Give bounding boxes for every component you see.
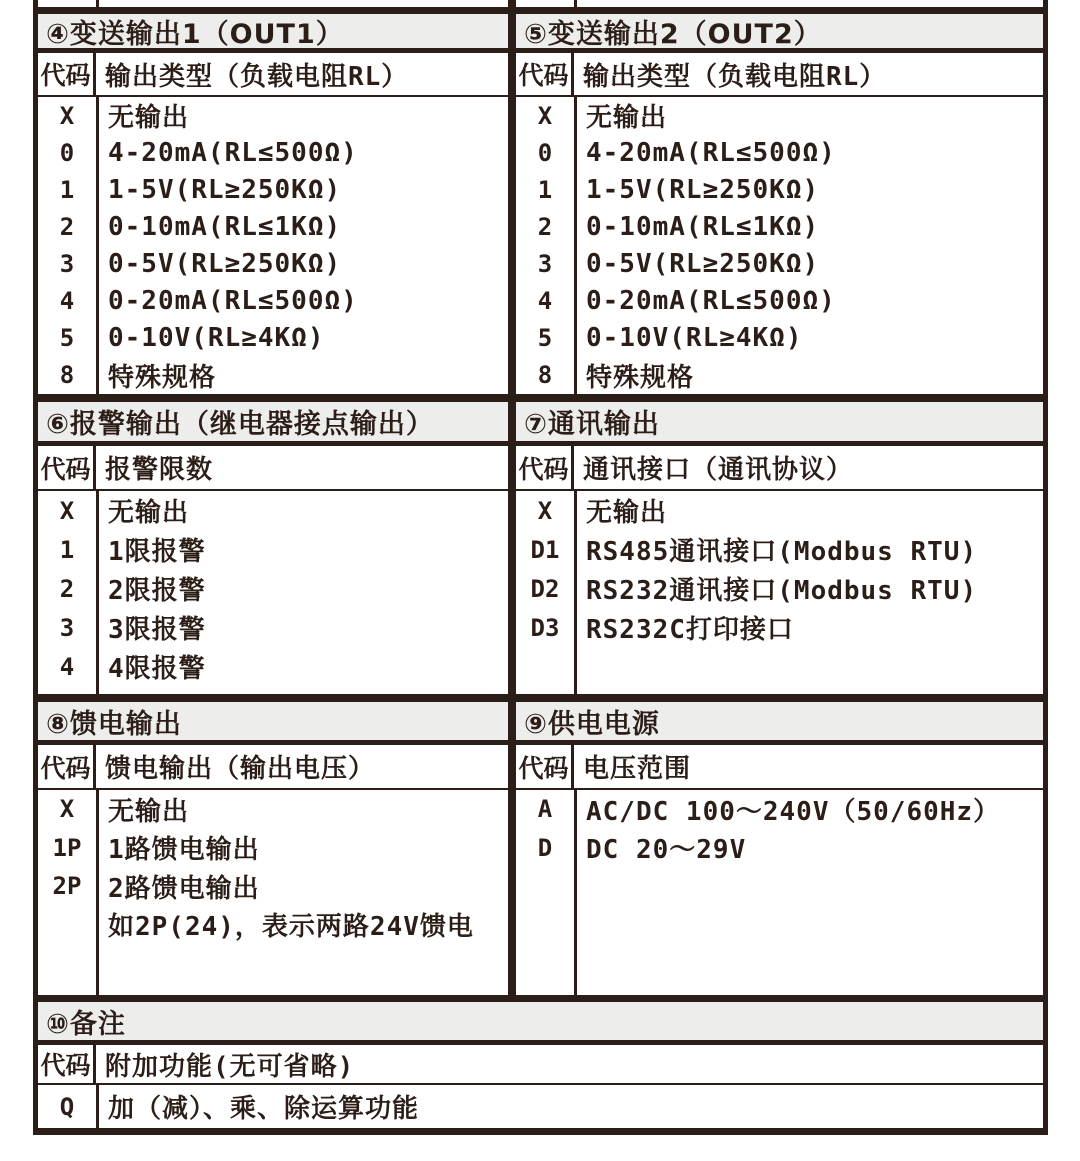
- table-row: [38, 530, 508, 569]
- section-title: ⑩备注: [46, 1008, 126, 1040]
- code-cell: 2P: [52, 872, 82, 901]
- table-border-segment: [33, 0, 38, 7]
- desc-cell: 1路馈电输出: [108, 835, 260, 866]
- section-title-bar: [516, 702, 1043, 740]
- desc-cell: 2路馈电输出: [108, 873, 260, 904]
- column-divider: [96, 491, 99, 694]
- column-header-row: [516, 446, 1043, 491]
- column-header-row: [38, 446, 508, 491]
- section-title-bar: [38, 1002, 1043, 1040]
- table-border-segment: [1043, 0, 1048, 7]
- previous-table-remnant: [33, 0, 1048, 7]
- table-border-segment: [508, 0, 516, 7]
- code-col-header: 代码: [38, 53, 96, 95]
- desc-cell: 无输出: [108, 498, 190, 528]
- table-row: [38, 357, 508, 394]
- table-body: [516, 97, 1043, 394]
- table-body: [516, 790, 1043, 995]
- desc-cell: 0-20mA(RL≤500Ω): [586, 286, 836, 317]
- section-alarm-output: [33, 402, 516, 694]
- desc-cell: 0-5V(RL≥250KΩ): [586, 249, 820, 280]
- table-body: [38, 790, 508, 995]
- horizontal-rule: [33, 394, 1048, 402]
- table-row: [516, 320, 1043, 357]
- desc-cell: 1限报警: [108, 537, 206, 567]
- section-title-bar: [516, 402, 1043, 441]
- code-cell: 5: [537, 324, 553, 353]
- column-divider: [574, 491, 577, 694]
- section-title: ⑥报警输出（继电器接点输出）: [46, 409, 434, 440]
- desc-cell: 4-20mA(RL≤500Ω): [108, 137, 358, 168]
- code-cell: 8: [59, 361, 75, 390]
- code-cell: D: [537, 833, 553, 862]
- desc-cell: AC/DC 100～240V（50/60Hz）: [586, 796, 1001, 827]
- desc-cell: 加（减）、乘、除运算功能: [108, 1094, 420, 1124]
- desc-cell: 4-20mA(RL≤500Ω): [586, 137, 836, 168]
- table-row: [516, 283, 1043, 320]
- code-cell: 1P: [52, 833, 82, 862]
- table-row: [38, 906, 508, 945]
- desc-cell: 无输出: [586, 498, 668, 528]
- table-row: [516, 208, 1043, 245]
- column-divider: [574, 97, 577, 394]
- desc-cell: RS485通讯接口(Modbus RTU): [586, 537, 978, 567]
- desc-col-header: 附加功能(无可省略): [105, 1051, 355, 1082]
- code-cell: 2: [59, 574, 75, 603]
- code-cell: 4: [59, 287, 75, 316]
- table-body: [38, 97, 508, 394]
- table-row: [38, 97, 508, 134]
- code-cell: A: [537, 795, 553, 824]
- table-border-segment: [96, 0, 99, 7]
- desc-col-header: 报警限数: [105, 455, 214, 485]
- table-row: [516, 491, 1043, 530]
- desc-col-header: 馈电输出（输出电压）: [105, 754, 376, 784]
- column-divider: [96, 790, 99, 995]
- table-row: [516, 97, 1043, 134]
- column-header-row: [38, 1045, 1043, 1085]
- desc-cell: 特殊规格: [586, 362, 695, 393]
- column-header-row: [38, 53, 508, 97]
- section-title: ⑧馈电输出: [46, 708, 182, 740]
- column-divider: [574, 790, 577, 995]
- desc-col-header: 电压范围: [583, 754, 692, 784]
- code-cell: 4: [59, 652, 75, 681]
- code-cell: X: [59, 795, 75, 824]
- code-cell: 8: [537, 361, 553, 390]
- ordering-code-sheet: [33, 0, 1048, 1135]
- desc-cell: 1-5V(RL≥250KΩ): [586, 174, 820, 205]
- horizontal-rule: [33, 694, 1048, 702]
- table-row: [38, 171, 508, 208]
- code-cell: 1: [59, 535, 75, 564]
- horizontal-rule: [33, 7, 1048, 14]
- table-row: [38, 246, 508, 283]
- table-row: [38, 320, 508, 357]
- desc-col-header: 输出类型（负载电阻RL）: [105, 61, 409, 92]
- code-cell: X: [537, 101, 553, 130]
- section-title-bar: [516, 14, 1043, 48]
- desc-cell: 2限报警: [108, 576, 206, 606]
- table-row: [516, 171, 1043, 208]
- horizontal-rule: [33, 995, 1048, 1002]
- code-cell: 1: [537, 175, 553, 204]
- code-col-header: 代码: [516, 745, 574, 788]
- table-row: [38, 208, 508, 245]
- section-out1: [33, 14, 516, 394]
- section-title-bar: [38, 702, 508, 740]
- column-header-row: [516, 53, 1043, 97]
- table-row: [38, 134, 508, 171]
- code-cell: X: [59, 496, 75, 525]
- horizontal-rule: [33, 1128, 1048, 1135]
- table-row: [38, 647, 508, 686]
- code-cell: 2: [59, 212, 75, 241]
- section-title: ④变送输出1（OUT1）: [46, 18, 344, 48]
- section-pair-6-7: [33, 402, 1048, 694]
- desc-cell: RS232C打印接口: [586, 615, 794, 645]
- code-cell: D1: [530, 535, 560, 564]
- desc-cell: 0-10mA(RL≤1KΩ): [586, 211, 820, 242]
- desc-cell: 无输出: [108, 103, 190, 134]
- code-cell: [38, 906, 99, 945]
- section-10: [33, 1002, 1048, 1128]
- desc-cell: 0-5V(RL≥250KΩ): [108, 249, 342, 280]
- code-cell: D2: [530, 574, 560, 603]
- table-row: [516, 569, 1043, 608]
- code-cell: 3: [537, 250, 553, 279]
- desc-col-header: 通讯接口（通讯协议）: [583, 455, 854, 485]
- table-row: [516, 829, 1043, 868]
- desc-cell: 0-10V(RL≥4KΩ): [108, 323, 325, 354]
- code-cell: 5: [59, 324, 75, 353]
- desc-cell: RS232通讯接口(Modbus RTU): [586, 576, 978, 606]
- code-cell: X: [537, 496, 553, 525]
- code-col-header: 代码: [38, 446, 96, 489]
- column-header-row: [38, 745, 508, 790]
- desc-cell: DC 20～29V: [586, 835, 747, 866]
- code-col-header: 代码: [516, 446, 574, 489]
- code-cell: Q: [59, 1092, 75, 1121]
- desc-cell: 1-5V(RL≥250KΩ): [108, 174, 342, 205]
- table-row: [38, 491, 508, 530]
- section-feed-output: [33, 702, 516, 995]
- table-row: [516, 790, 1043, 829]
- section-pair-4-5: [33, 14, 1048, 394]
- section-title: ⑤变送输出2（OUT2）: [524, 18, 822, 48]
- table-body: [516, 491, 1043, 694]
- table-row: [516, 357, 1043, 394]
- code-col-header: 代码: [516, 53, 574, 95]
- column-divider: [96, 1085, 99, 1128]
- section-title: ⑦通讯输出: [524, 409, 660, 440]
- code-col-header: 代码: [38, 1045, 96, 1083]
- desc-cell: 0-10V(RL≥4KΩ): [586, 323, 803, 354]
- section-title-bar: [38, 14, 508, 48]
- desc-cell: 如2P(24)，表示两路24V馈电: [108, 912, 474, 943]
- section-remarks: [33, 1002, 1048, 1128]
- table-row: [38, 790, 508, 829]
- table-row: [38, 829, 508, 868]
- column-divider: [96, 97, 99, 394]
- section-title: ⑨供电电源: [524, 708, 660, 740]
- desc-cell: 无输出: [586, 103, 668, 134]
- desc-cell: 0-20mA(RL≤500Ω): [108, 286, 358, 317]
- desc-cell: 特殊规格: [108, 362, 217, 393]
- code-cell: 0: [537, 138, 553, 167]
- section-title-bar: [38, 402, 508, 441]
- code-cell: 4: [537, 287, 553, 316]
- table-row: [516, 134, 1043, 171]
- column-header-row: [516, 745, 1043, 790]
- section-power-supply: [516, 702, 1048, 995]
- table-border-segment: [574, 0, 577, 7]
- table-row: [38, 1085, 1043, 1128]
- code-cell: 1: [59, 175, 75, 204]
- section-out2: [516, 14, 1048, 394]
- desc-col-header: 输出类型（负载电阻RL）: [583, 61, 887, 92]
- table-row: [38, 867, 508, 906]
- section-pair-8-9: [33, 702, 1048, 995]
- section-comm-output: [516, 402, 1048, 694]
- table-body: [38, 1085, 1043, 1128]
- table-row: [516, 608, 1043, 647]
- table-row: [516, 246, 1043, 283]
- code-cell: 3: [59, 250, 75, 279]
- desc-cell: 0-10mA(RL≤1KΩ): [108, 211, 342, 242]
- code-cell: 0: [59, 138, 75, 167]
- table-row: [38, 569, 508, 608]
- table-row: [38, 283, 508, 320]
- desc-cell: 3限报警: [108, 615, 206, 645]
- code-cell: 2: [537, 212, 553, 241]
- code-col-header: 代码: [38, 745, 96, 788]
- table-row: [516, 530, 1043, 569]
- code-cell: 3: [59, 613, 75, 642]
- desc-cell: 无输出: [108, 796, 190, 827]
- table-body: [38, 491, 508, 694]
- table-row: [38, 608, 508, 647]
- code-cell: X: [59, 101, 75, 130]
- desc-cell: 4限报警: [108, 654, 206, 684]
- code-cell: D3: [530, 613, 560, 642]
